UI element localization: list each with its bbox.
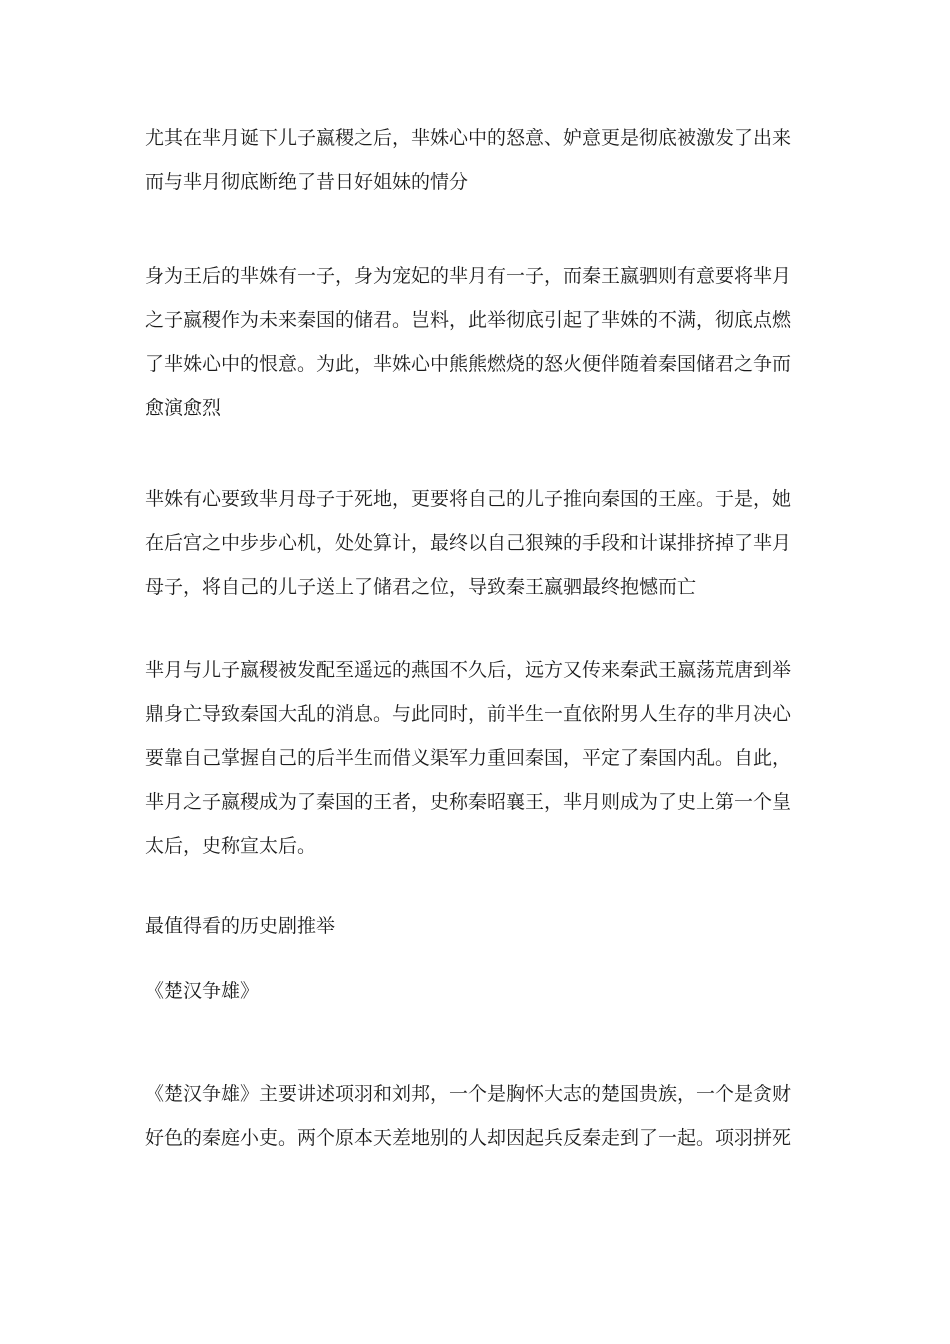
drama-title xyxy=(145,969,815,1013)
paragraph-line: 而与芈月彻底断绝了昔日好姐妹的情分 xyxy=(145,171,469,193)
paragraph-line: 芈姝有心要致芈月母子于死地，更要将自己的儿子推向秦国的王座。于是，她 xyxy=(145,488,792,510)
paragraph-line: 愈演愈烈 xyxy=(145,397,222,419)
section-heading xyxy=(145,904,815,948)
paragraph-line: 芈月与儿子嬴稷被发配至遥远的燕国不久后，远方又传来秦武王嬴荡荒唐到举 xyxy=(145,659,792,681)
paragraph-line: 了芈姝心中的恨意。为此，芈姝心中熊熊燃烧的怒火便伴随着秦国储君之争而 xyxy=(145,353,792,375)
paragraph-1 xyxy=(145,116,815,204)
drama-title-text: 《楚汉争雄》 xyxy=(145,980,260,1002)
paragraph-line: 在后宫之中步步心机，处处算计，最终以自己狠辣的手段和计谋排挤掉了芈月 xyxy=(145,532,792,554)
paragraph-3 xyxy=(145,477,815,609)
paragraph-5 xyxy=(145,1072,815,1160)
paragraph-line: 好色的秦庭小吏。两个原本天差地别的人却因起兵反秦走到了一起。项羽拼死 xyxy=(145,1127,792,1149)
paragraph-line: 芈月之子嬴稷成为了秦国的王者，史称秦昭襄王，芈月则成为了史上第一个皇 xyxy=(145,791,792,813)
paragraph-line: 之子嬴稷作为未来秦国的储君。岂料，此举彻底引起了芈姝的不满，彻底点燃 xyxy=(145,309,792,331)
paragraph-line: 尤其在芈月诞下儿子嬴稷之后，芈姝心中的怒意、妒意更是彻底被激发了出来 xyxy=(145,127,792,149)
paragraph-line: 太后，史称宣太后。 xyxy=(145,835,317,857)
section-heading-text: 最值得看的历史剧推举 xyxy=(145,915,336,937)
paragraph-line: 身为王后的芈姝有一子，身为宠妃的芈月有一子，而秦王嬴驷则有意要将芈月 xyxy=(145,265,792,287)
paragraph-line: 鼎身亡导致秦国大乱的消息。与此同时，前半生一直依附男人生存的芈月决心 xyxy=(145,703,792,725)
paragraph-line: 要靠自己掌握自己的后半生而借义渠军力重回秦国，平定了秦国内乱。自此， xyxy=(145,747,792,769)
paragraph-2 xyxy=(145,254,815,430)
paragraph-4 xyxy=(145,648,815,868)
paragraph-line: 《楚汉争雄》主要讲述项羽和刘邦，一个是胸怀大志的楚国贵族，一个是贪财 xyxy=(145,1083,792,1105)
paragraph-line: 母子，将自己的儿子送上了储君之位，导致秦王嬴驷最终抱憾而亡 xyxy=(145,576,697,598)
